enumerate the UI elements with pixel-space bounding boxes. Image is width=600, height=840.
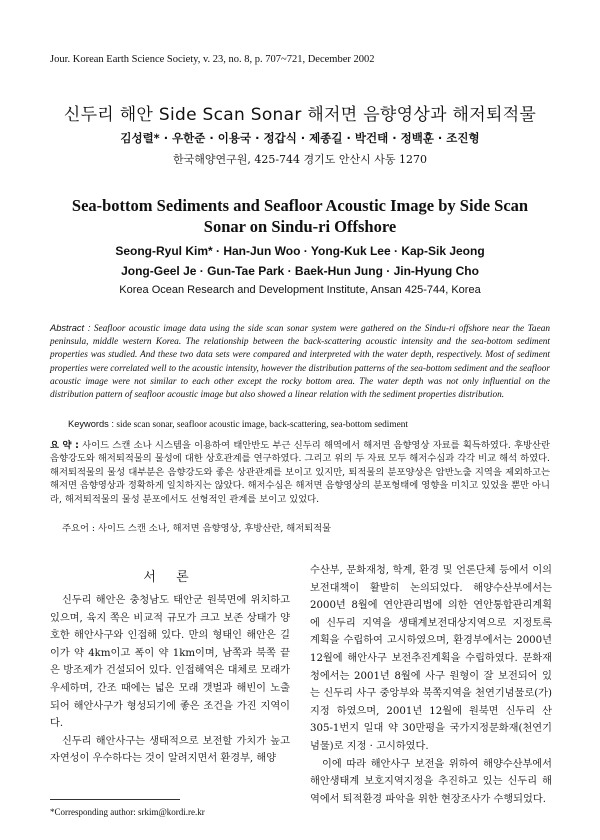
english-authors-line-1: Seong-Ryul Kim* · Han-Jun Woo · Yong-Kuk Lee · Kap-Sik Jeong <box>115 244 485 258</box>
korean-abstract <box>50 439 550 506</box>
korean-affiliation: 한국해양연구원, 425-744 경기도 안산시 사동 1270 <box>172 153 428 166</box>
abstract-text: Seafloor acoustic image data using the side scan sonar system were gathered on the Sindu-ri offshore near the Taean peninsula, middle western Korea. The relationship between the back-scattering acoustic intensity and the sea-bottom sediment properties was studied. And these two data sets were compared and interpreted with the water depth, respectively. Most of sediment properties were correlated well to the acoustic intensity, however the distribution patterns of the sea-bottom sediment and the seafloor acoustic image were not similar to each other except the rocky bottom area. The water depth was not only influential on the distribution pattern of seafloor acoustic image but also showed a linear relation with the sediment properties distribution. <box>50 324 550 401</box>
korean-keywords <box>62 520 542 534</box>
korean-title: 신두리 해안 Side Scan Sonar 해저면 음향영상과 해저퇴적물 <box>63 105 537 125</box>
english-authors <box>60 241 540 281</box>
keywords <box>68 419 548 430</box>
korean-keywords-text: 사이드 스캔 소나, 해저면 음향영상, 후방산란, 해저퇴적물 <box>95 523 332 534</box>
footnote-rule <box>50 799 180 800</box>
abstract <box>50 322 550 402</box>
left-paragraph-2: 신두리 해안사구는 생태적으로 보전할 가치가 높고 자연성이 우수하다는 것이 알려지면서 환경부, 해양 <box>50 735 290 765</box>
english-title: Sea-bottom Sediments and Seafloor Acoustic Image by Side Scan Sonar on Sindu-ri Offshore <box>71 196 529 236</box>
left-paragraph-1: 신두리 해안은 충청남도 태안군 원북면에 위치하고 있으며, 육지 쪽은 비교적 규모가 크고 보존 상태가 양호한 해안사구와 인접해 있다. 만의 형태인 해안은 길이가 약 4km이고 폭이 약 1km이며, 남쪽과 북쪽 끝은 방조제가 건설되어 있다. 인접해역은 대체로 모래가 우세하며, 간조 때에는 넓은 모래 갯벌과 해빈이 노출되어 해안사구가 형성되기에 좋은 조건을 가진 지역이다. <box>50 595 290 730</box>
korean-authors: 김성렬* · 우한준 · 이용국 · 정갑식 · 제종길 · 박건태 · 정백훈 · 조진형 <box>120 131 480 145</box>
right-paragraph-2: 이에 따라 해안사구 보전을 위하여 해양수산부에서 해안생태계 보호지역지정을 추진하고 있는 신두리 해역에서 퇴적환경 파악을 위한 현장조사가 수행되었다. <box>310 758 552 805</box>
korean-abstract-label: 요 약 : <box>50 440 79 451</box>
left-column <box>50 592 290 768</box>
journal-citation: Jour. Korean Earth Science Society, v. 23, no. 8, p. 707~721, December 2002 <box>50 54 375 65</box>
section-title-introduction: 서 론 <box>143 570 197 585</box>
right-paragraph-1: 수산부, 문화재청, 학계, 환경 및 언론단체 등에서 이의 보전대책이 활발히 논의되었다. 해양수산부에서는 2000년 8월에 연안관리법에 의한 연안통합관리계획에 신두리 지역을 생태계보전대상지역으로 지정토록 계획을 수립하여 고시하였으며, 환경부에서는 2000년 12월에 해안사구 보전추진계획을 수립하였다. 문화재청에서는 2001년 8월에 사구 원형이 잘 보전되어 있는 신두리 사구 중앙부와 북쪽지역을 천연기념물로(가)지정 하였으며, 2001년 12월에 원북면 신두리 산 305-1번지 일대 약 30만평을 국가지정문화재(천연기념물)로 지정 · 고시하였다. <box>310 565 552 752</box>
korean-keywords-label: 주요어 : <box>62 523 96 534</box>
english-authors-line-2: Jong-Geel Je · Gun-Tae Park · Baek-Hun Jung · Jin-Hyung Cho <box>121 264 479 278</box>
korean-abstract-text: 사이드 스캔 소나 시스템을 이용하여 태안반도 부근 신두리 해역에서 해저면 음향영상 자료를 획득하였다. 후방산란 음향강도와 해저퇴적물의 물성에 대한 상호관계를 연구하였다. 그리고 위의 두 자료 모두 해저수심과 각각 비교 해석 하였다. 해저퇴적물의 물성 대부분은 음향강도와 좋은 상관관계를 보이고 있지만, 퇴적물의 분포양상은 암반노출 지역을 제외하고는 해저면 음향영상과 정확하게 일치하지는 않았다. 해저수심은 해저면 음향영상의 분포형태에 영향을 미치고 있었을 뿐만 아니라, 해저퇴적물의 물성 분포에서도 선형적인 관계를 보이고 있었다. <box>50 440 551 505</box>
keywords-text: side scan sonar, seafloor acoustic image, back-scattering, sea-bottom sediment <box>114 420 408 430</box>
right-column <box>310 562 552 808</box>
english-affiliation: Korea Ocean Research and Development Institute, Ansan 425-744, Korea <box>119 284 481 296</box>
keywords-label: Keywords : <box>68 419 114 429</box>
corresponding-author-footnote: *Corresponding author: srkim@kordi.re.kr <box>50 807 205 817</box>
abstract-label: Abstract : <box>50 323 91 333</box>
